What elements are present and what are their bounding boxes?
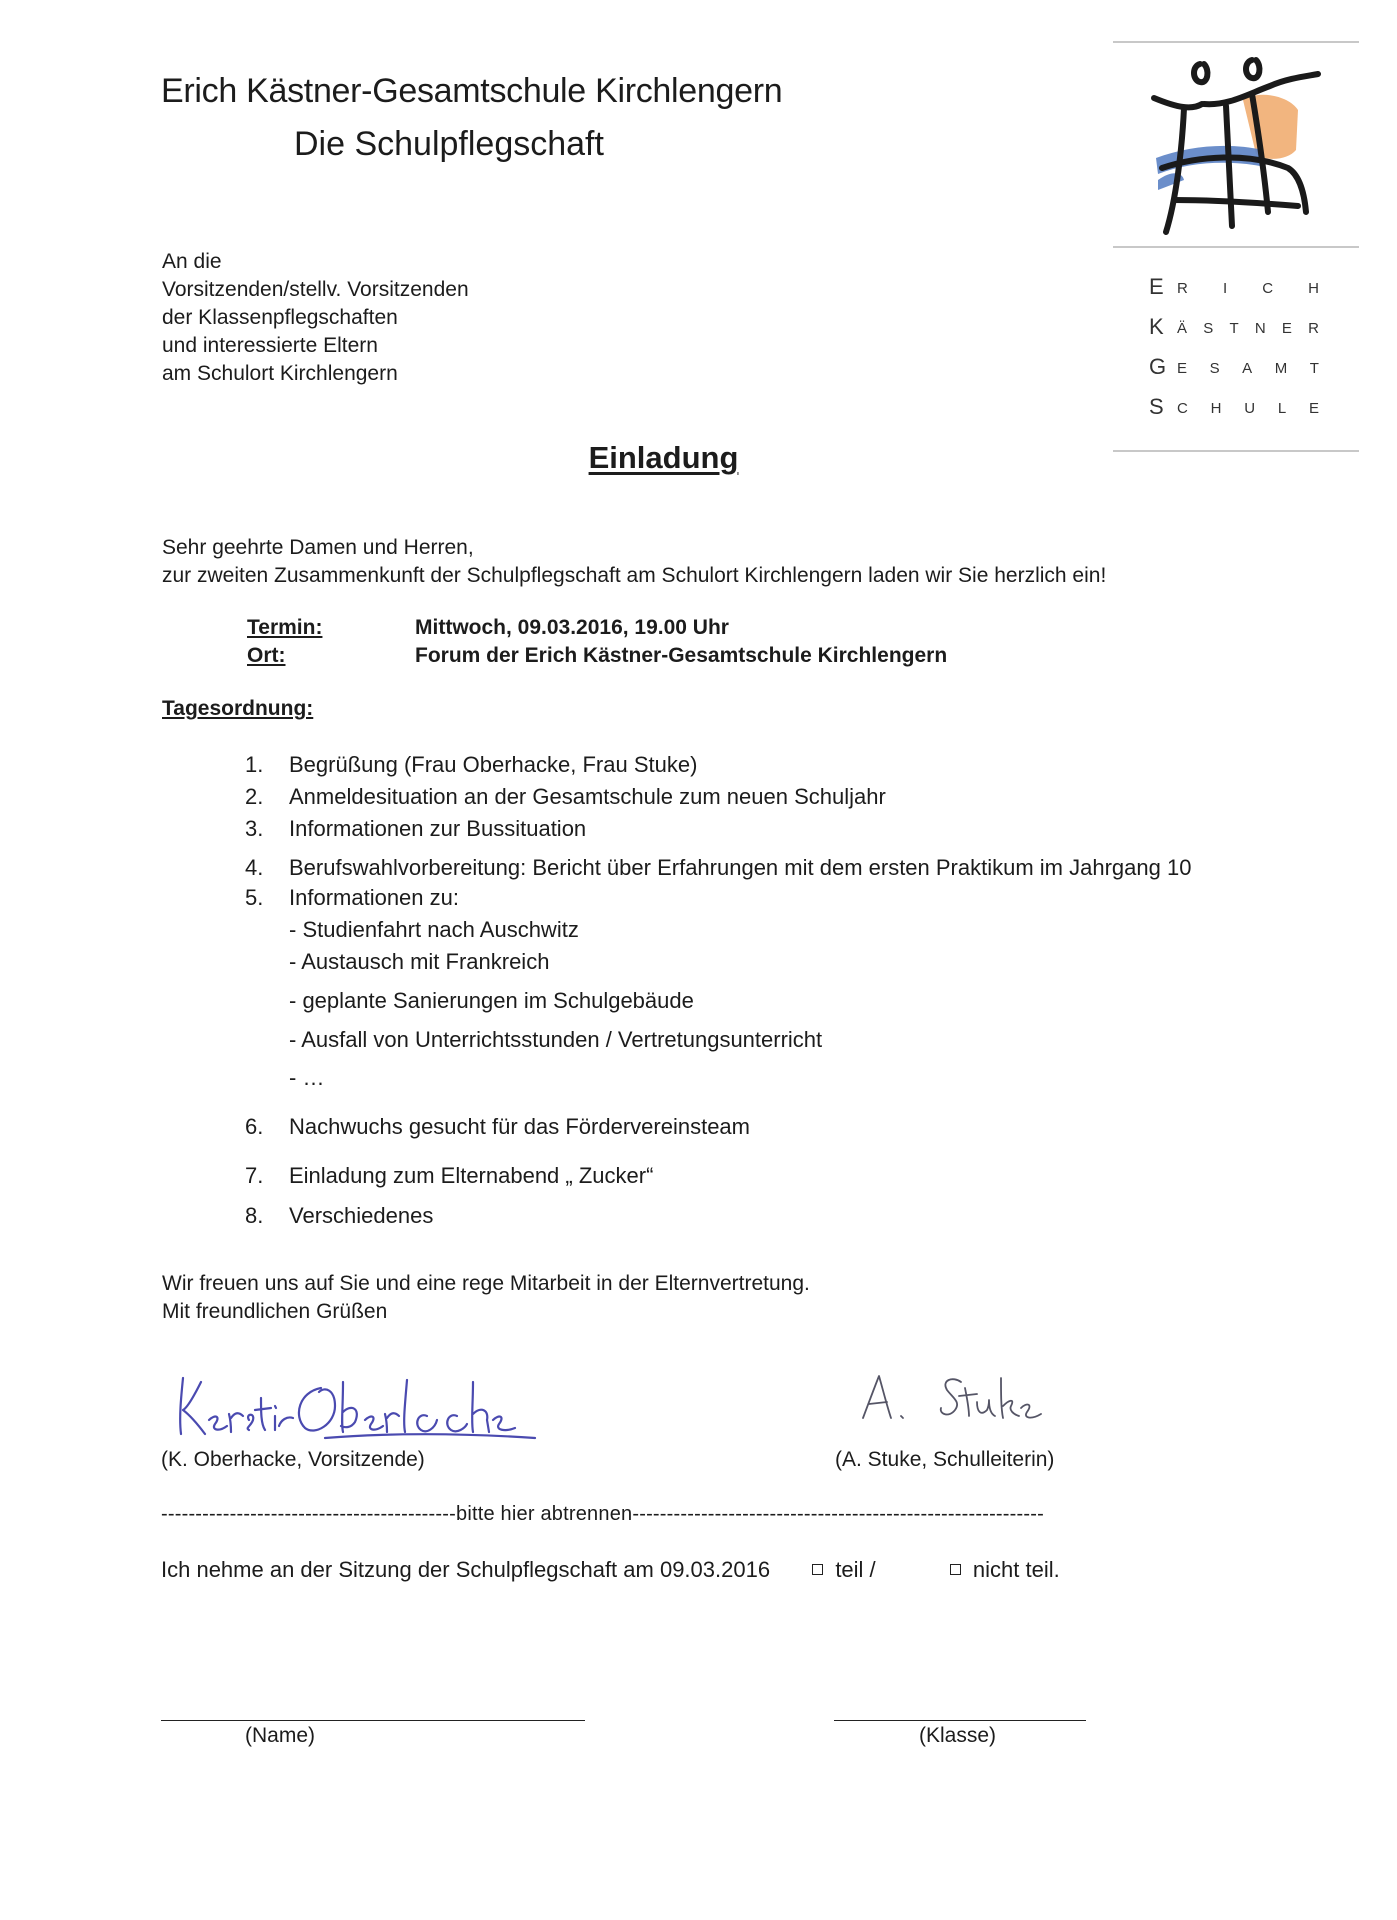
closing-line: Wir freuen uns auf Sie und eine rege Mitarbeit in der Elternvertretung. xyxy=(162,1272,810,1295)
document-title: Einladung xyxy=(588,440,739,475)
logo-line: K Ä S T N E R xyxy=(1149,314,1319,339)
class-label: (Klasse) xyxy=(919,1724,997,1747)
school-name: Erich Kästner-Gesamtschule Kirchlengern xyxy=(161,72,783,110)
address-line: An die xyxy=(162,250,222,273)
checkbox-attend[interactable] xyxy=(812,1564,823,1575)
logo-line: E R I C H xyxy=(1149,274,1319,299)
intro-text: zur zweiten Zusammenkunft der Schulpflegschaft am Schulort Kirchlengern laden wir Sie herzlich ein! xyxy=(162,564,1107,587)
closing-line: Mit freundlichen Grüßen xyxy=(162,1300,388,1323)
signature-oberhacke xyxy=(175,1368,540,1446)
logo-middle-rule xyxy=(1113,246,1359,248)
address-line: am Schulort Kirchlengern xyxy=(162,362,398,385)
option-not-attend-label: nicht teil. xyxy=(972,1557,1060,1582)
cut-line: -------------------------------------------bitte hier abtrennen------------------------------------------------------------ xyxy=(161,1503,1044,1525)
place-label: Ort: xyxy=(247,644,286,667)
school-logo-icon xyxy=(1148,50,1328,236)
attendance-statement: Ich nehme an der Sitzung der Schulpflegschaft am 09.03.2016 teil / nicht teil. xyxy=(161,1557,1060,1582)
salutation: Sehr geehrte Damen und Herren, xyxy=(162,536,474,559)
logo-line: G E S A M T xyxy=(1149,354,1319,379)
name-label: (Name) xyxy=(245,1724,316,1747)
option-attend-label: teil / xyxy=(835,1557,876,1582)
address-line: Vorsitzenden/stellv. Vorsitzenden xyxy=(162,278,469,301)
logo-top-rule xyxy=(1113,41,1359,43)
address-line: der Klassenpflegschaften xyxy=(162,306,398,329)
checkbox-not-attend[interactable] xyxy=(950,1564,961,1575)
name-input-line[interactable] xyxy=(161,1720,585,1721)
logo-wordmark xyxy=(1149,274,1319,434)
greeting xyxy=(162,534,1106,590)
signature-caption-chair: (K. Oberhacke, Vorsitzende) xyxy=(161,1448,425,1471)
date-value: Mittwoch, 09.03.2016, 19.00 Uhr xyxy=(415,616,729,639)
class-input-line[interactable] xyxy=(834,1720,1086,1721)
logo-line: S C H U L E xyxy=(1149,394,1319,419)
address-line: und interessierte Eltern xyxy=(162,334,378,357)
cut-line-label: bitte hier abtrennen xyxy=(456,1503,633,1525)
agenda-heading: Tagesordnung: xyxy=(162,697,314,720)
date-label: Termin: xyxy=(247,616,323,639)
place-value: Forum der Erich Kästner-Gesamtschule Kirchlengern xyxy=(415,644,948,667)
recipient-address xyxy=(162,248,469,388)
closing xyxy=(162,1270,810,1326)
signature-stuke xyxy=(855,1368,1070,1428)
committee-name: Die Schulpflegschaft xyxy=(294,125,604,163)
signature-caption-principal: (A. Stuke, Schulleiterin) xyxy=(835,1448,1055,1471)
